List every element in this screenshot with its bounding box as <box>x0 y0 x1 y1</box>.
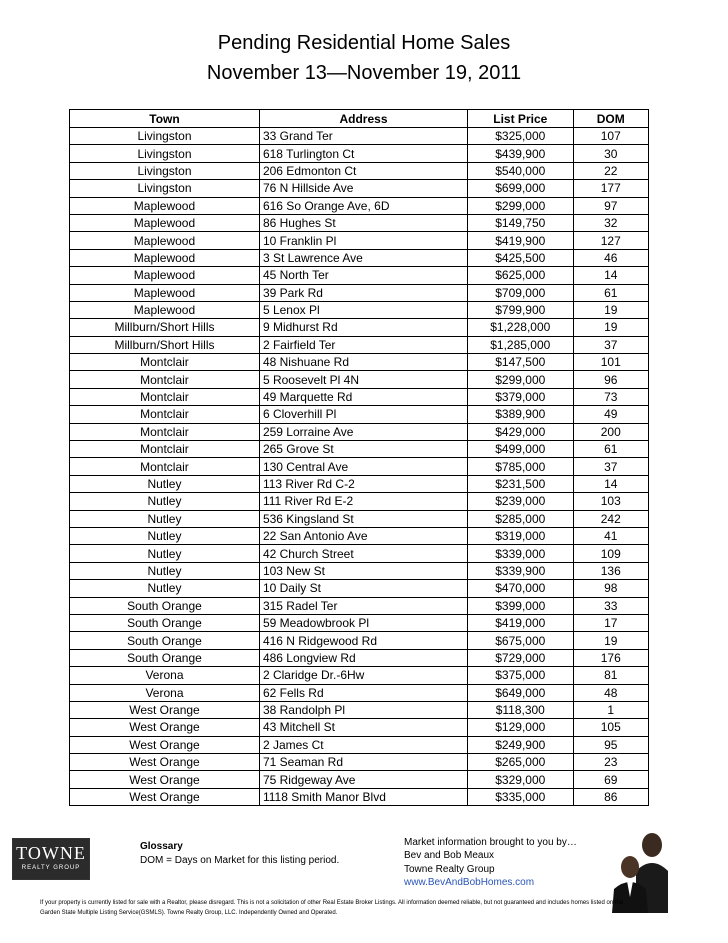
cell-dom: 19 <box>573 632 648 649</box>
table-row <box>70 162 649 179</box>
cell-dom: 177 <box>573 180 648 197</box>
price-value: $325,000 <box>495 129 546 144</box>
cell-address: 71 Seaman Rd <box>259 754 467 771</box>
table-row <box>70 614 649 631</box>
cell-town: Nutley <box>70 545 260 562</box>
cell-address: 1118 Smith Manor Blvd <box>259 788 467 805</box>
cell-dom: 23 <box>573 754 648 771</box>
cell-address: 259 Lorraine Ave <box>259 423 467 440</box>
cell-dom: 242 <box>573 510 648 527</box>
table-row <box>70 371 649 388</box>
cell-list-price <box>468 128 573 145</box>
cell-dom: 73 <box>573 388 648 405</box>
cell-address: 39 Park Rd <box>259 284 467 301</box>
price-value: $319,000 <box>495 529 546 544</box>
cell-list-price <box>468 441 573 458</box>
cell-dom: 22 <box>573 162 648 179</box>
cell-dom: 14 <box>573 475 648 492</box>
sales-table-body <box>70 128 649 806</box>
cell-town: Livingston <box>70 128 260 145</box>
cell-list-price <box>468 597 573 614</box>
cell-dom: 127 <box>573 232 648 249</box>
price-value: $1,228,000 <box>490 320 551 335</box>
table-row <box>70 423 649 440</box>
table-row <box>70 267 649 284</box>
table-row <box>70 301 649 318</box>
price-value: $147,500 <box>495 355 546 370</box>
sales-table <box>69 109 649 806</box>
towne-logo <box>12 838 90 880</box>
table-row <box>70 128 649 145</box>
cell-town: Maplewood <box>70 214 260 231</box>
cell-town: Montclair <box>70 423 260 440</box>
price-value: $399,000 <box>495 598 546 613</box>
cell-list-price <box>468 388 573 405</box>
cell-dom: 32 <box>573 214 648 231</box>
cell-list-price <box>468 354 573 371</box>
cell-list-price <box>468 336 573 353</box>
cell-town: Maplewood <box>70 197 260 214</box>
cell-town: Nutley <box>70 562 260 579</box>
cell-list-price <box>468 458 573 475</box>
cell-town: Maplewood <box>70 232 260 249</box>
cell-dom: 49 <box>573 406 648 423</box>
cell-address: 113 River Rd C-2 <box>259 475 467 492</box>
cell-address: 616 So Orange Ave, 6D <box>259 197 467 214</box>
table-row <box>70 475 649 492</box>
cell-dom: 17 <box>573 614 648 631</box>
cell-list-price <box>468 371 573 388</box>
cell-address: 103 New St <box>259 562 467 579</box>
cell-list-price <box>468 493 573 510</box>
table-row <box>70 719 649 736</box>
cell-address: 416 N Ridgewood Rd <box>259 632 467 649</box>
cell-town: Livingston <box>70 162 260 179</box>
cell-address: 486 Longview Rd <box>259 649 467 666</box>
cell-town: Maplewood <box>70 301 260 318</box>
cell-town: Maplewood <box>70 284 260 301</box>
table-row <box>70 284 649 301</box>
cell-list-price <box>468 423 573 440</box>
cell-address: 59 Meadowbrook Pl <box>259 614 467 631</box>
cell-list-price <box>468 754 573 771</box>
cell-list-price <box>468 684 573 701</box>
table-row <box>70 232 649 249</box>
table-row <box>70 180 649 197</box>
cell-address: 265 Grove St <box>259 441 467 458</box>
price-value: $375,000 <box>495 668 546 683</box>
cell-town: Montclair <box>70 354 260 371</box>
cell-list-price <box>468 562 573 579</box>
cell-address: 76 N Hillside Ave <box>259 180 467 197</box>
table-row <box>70 249 649 266</box>
cell-list-price <box>468 162 573 179</box>
price-value: $425,500 <box>495 250 546 265</box>
table-row <box>70 510 649 527</box>
cell-list-price <box>468 701 573 718</box>
cell-town: Nutley <box>70 580 260 597</box>
cell-address: 5 Roosevelt Pl 4N <box>259 371 467 388</box>
cell-address: 42 Church Street <box>259 545 467 562</box>
table-row <box>70 145 649 162</box>
page-title: Pending Residential Home Sales <box>217 32 511 54</box>
table-row <box>70 336 649 353</box>
cell-town: South Orange <box>70 649 260 666</box>
cell-list-price <box>468 319 573 336</box>
cell-dom: 37 <box>573 458 648 475</box>
table-row <box>70 562 649 579</box>
price-value: $419,000 <box>495 616 546 631</box>
price-value: $329,000 <box>495 772 546 787</box>
cell-list-price <box>468 649 573 666</box>
cell-dom: 101 <box>573 354 648 371</box>
cell-address: 3 St Lawrence Ave <box>259 249 467 266</box>
table-header-row <box>70 110 649 128</box>
table-row <box>70 580 649 597</box>
cell-town: Montclair <box>70 371 260 388</box>
cell-address: 86 Hughes St <box>259 214 467 231</box>
cell-dom: 96 <box>573 371 648 388</box>
table-row <box>70 319 649 336</box>
cell-town: West Orange <box>70 771 260 788</box>
cell-list-price <box>468 771 573 788</box>
cell-list-price <box>468 736 573 753</box>
price-value: $419,900 <box>495 233 546 248</box>
cell-address: 33 Grand Ter <box>259 128 467 145</box>
cell-dom: 19 <box>573 301 648 318</box>
cell-list-price <box>468 406 573 423</box>
table-row <box>70 649 649 666</box>
price-value: $785,000 <box>495 459 546 474</box>
table-row <box>70 214 649 231</box>
price-value: $1,285,000 <box>490 337 551 352</box>
cell-town: Millburn/Short Hills <box>70 336 260 353</box>
table-row <box>70 527 649 544</box>
price-value: $231,500 <box>495 477 546 491</box>
table-row <box>70 788 649 805</box>
cell-dom: 19 <box>573 319 648 336</box>
cell-list-price <box>468 510 573 527</box>
price-value: $339,900 <box>495 563 546 578</box>
cell-dom: 48 <box>573 684 648 701</box>
cell-address: 206 Edmonton Ct <box>259 162 467 179</box>
table-row <box>70 354 649 371</box>
cell-address: 10 Daily St <box>259 580 467 597</box>
cell-list-price <box>468 197 573 214</box>
cell-address: 49 Marquette Rd <box>259 388 467 405</box>
cell-list-price <box>468 475 573 492</box>
cell-dom: 97 <box>573 197 648 214</box>
logo-subtitle: REALTY GROUP <box>21 865 81 871</box>
cell-town: South Orange <box>70 614 260 631</box>
cell-town: Maplewood <box>70 267 260 284</box>
price-value: $709,000 <box>495 285 546 300</box>
cell-town: West Orange <box>70 754 260 771</box>
cell-address: 45 North Ter <box>259 267 467 284</box>
cell-list-price <box>468 527 573 544</box>
price-value: $625,000 <box>495 268 546 283</box>
cell-address: 75 Ridgeway Ave <box>259 771 467 788</box>
table-row <box>70 406 649 423</box>
header-list-price: List Price <box>468 110 573 128</box>
cell-list-price <box>468 545 573 562</box>
cell-dom: 37 <box>573 336 648 353</box>
price-value: $149,750 <box>495 216 546 231</box>
table-row <box>70 684 649 701</box>
table-row <box>70 493 649 510</box>
price-value: $429,000 <box>495 424 546 439</box>
market-info <box>404 836 577 890</box>
market-info-line1: Market information brought to you by… <box>404 837 577 848</box>
cell-list-price <box>468 788 573 805</box>
cell-dom: 107 <box>573 128 648 145</box>
cell-dom: 61 <box>573 284 648 301</box>
cell-dom: 136 <box>573 562 648 579</box>
price-value: $699,000 <box>495 181 546 196</box>
cell-town: Montclair <box>70 388 260 405</box>
table-row <box>70 701 649 718</box>
cell-dom: 69 <box>573 771 648 788</box>
price-value: $649,000 <box>495 685 546 700</box>
cell-address: 2 Claridge Dr.-6Hw <box>259 667 467 684</box>
cell-town: Millburn/Short Hills <box>70 319 260 336</box>
price-value: $339,000 <box>495 546 546 561</box>
price-value: $439,900 <box>495 146 546 161</box>
cell-list-price <box>468 667 573 684</box>
cell-dom: 95 <box>573 736 648 753</box>
cell-address: 111 River Rd E-2 <box>259 493 467 510</box>
price-value: $799,900 <box>495 303 546 318</box>
glossary-text: DOM = Days on Market for this listing period. <box>140 855 340 866</box>
price-value: $299,000 <box>495 198 546 213</box>
market-info-line3: Towne Realty Group <box>404 863 495 875</box>
cell-address: 48 Nishuane Rd <box>259 354 467 371</box>
cell-town: West Orange <box>70 719 260 736</box>
disclaimer: If your property is currently listed for sale with a Realtor, please disregard. This is not a solicitation of other Real Estate Broker Listings. All information deemed reliable, but not guaranteed and includes homes listed on the Garden State Multiple Listing Service(GSMLS). Towne Realty Group, LLC. Independently Owned and Operated. <box>40 900 624 916</box>
cell-town: West Orange <box>70 701 260 718</box>
date-range: November 13—November 19, 2011 <box>206 62 522 84</box>
cell-dom: 103 <box>573 493 648 510</box>
table-row <box>70 632 649 649</box>
cell-town: Maplewood <box>70 249 260 266</box>
cell-address: 315 Radel Ter <box>259 597 467 614</box>
price-value: $265,000 <box>495 755 546 770</box>
cell-town: Nutley <box>70 475 260 492</box>
header-address: Address <box>259 110 467 128</box>
cell-address: 62 Fells Rd <box>259 684 467 701</box>
cell-address: 2 James Ct <box>259 736 467 753</box>
price-value: $470,000 <box>495 581 546 596</box>
cell-dom: 33 <box>573 597 648 614</box>
cell-list-price <box>468 632 573 649</box>
glossary-title: Glossary <box>140 841 183 852</box>
cell-dom: 81 <box>573 667 648 684</box>
cell-town: West Orange <box>70 788 260 805</box>
market-info-line2: Bev and Bob Meaux <box>404 850 495 862</box>
cell-dom: 200 <box>573 423 648 440</box>
cell-town: Livingston <box>70 180 260 197</box>
cell-dom: 1 <box>573 701 648 718</box>
cell-list-price <box>468 267 573 284</box>
price-value: $499,000 <box>495 442 546 457</box>
cell-town: Nutley <box>70 527 260 544</box>
cell-town: Nutley <box>70 493 260 510</box>
cell-list-price <box>468 232 573 249</box>
header-dom: DOM <box>573 110 648 128</box>
cell-town: South Orange <box>70 597 260 614</box>
price-value: $249,900 <box>495 737 546 752</box>
price-value: $379,000 <box>495 390 546 405</box>
cell-address: 22 San Antonio Ave <box>259 527 467 544</box>
header-town: Town <box>70 110 260 128</box>
cell-address: 130 Central Ave <box>259 458 467 475</box>
table-row <box>70 458 649 475</box>
cell-dom: 109 <box>573 545 648 562</box>
cell-dom: 14 <box>573 267 648 284</box>
cell-dom: 105 <box>573 719 648 736</box>
cell-address: 10 Franklin Pl <box>259 232 467 249</box>
price-value: $239,000 <box>495 494 546 509</box>
table-row <box>70 754 649 771</box>
website-link[interactable]: www.BevAndBobHomes.com <box>404 877 535 889</box>
cell-address: 5 Lenox Pl <box>259 301 467 318</box>
cell-town: Montclair <box>70 406 260 423</box>
price-value: $285,000 <box>495 511 546 526</box>
cell-dom: 41 <box>573 527 648 544</box>
table-row <box>70 771 649 788</box>
cell-dom: 46 <box>573 249 648 266</box>
cell-list-price <box>468 284 573 301</box>
price-value: $299,000 <box>495 372 546 387</box>
price-value: $335,000 <box>495 790 546 805</box>
cell-town: Verona <box>70 667 260 684</box>
table-row <box>70 197 649 214</box>
price-value: $118,300 <box>495 703 545 718</box>
cell-list-price <box>468 580 573 597</box>
cell-address: 2 Fairfield Ter <box>259 336 467 353</box>
cell-list-price <box>468 214 573 231</box>
cell-address: 618 Turlington Ct <box>259 145 467 162</box>
cell-address: 9 Midhurst Rd <box>259 319 467 336</box>
cell-list-price <box>468 301 573 318</box>
price-value: $129,000 <box>495 720 546 735</box>
cell-dom: 176 <box>573 649 648 666</box>
table-row <box>70 597 649 614</box>
cell-list-price <box>468 180 573 197</box>
cell-dom: 86 <box>573 788 648 805</box>
cell-address: 43 Mitchell St <box>259 719 467 736</box>
cell-address: 6 Cloverhill Pl <box>259 406 467 423</box>
cell-list-price <box>468 614 573 631</box>
cell-town: Nutley <box>70 510 260 527</box>
cell-dom: 30 <box>573 145 648 162</box>
cell-list-price <box>468 719 573 736</box>
cell-dom: 98 <box>573 580 648 597</box>
cell-town: Montclair <box>70 441 260 458</box>
price-value: $675,000 <box>495 633 546 648</box>
cell-address: 536 Kingsland St <box>259 510 467 527</box>
table-row <box>70 441 649 458</box>
cell-town: Verona <box>70 684 260 701</box>
glossary <box>140 840 339 868</box>
cell-dom: 61 <box>573 441 648 458</box>
logo-name: TOWNE <box>16 843 86 863</box>
cell-town: Livingston <box>70 145 260 162</box>
table-row <box>70 545 649 562</box>
cell-town: South Orange <box>70 632 260 649</box>
table-row <box>70 388 649 405</box>
price-value: $389,900 <box>495 407 546 422</box>
price-value: $729,000 <box>495 650 546 665</box>
cell-town: Montclair <box>70 458 260 475</box>
table-row <box>70 667 649 684</box>
table-row <box>70 736 649 753</box>
cell-address: 38 Randolph Pl <box>259 701 467 718</box>
cell-list-price <box>468 145 573 162</box>
price-value: $540,000 <box>495 163 546 178</box>
cell-town: West Orange <box>70 736 260 753</box>
cell-list-price <box>468 249 573 266</box>
